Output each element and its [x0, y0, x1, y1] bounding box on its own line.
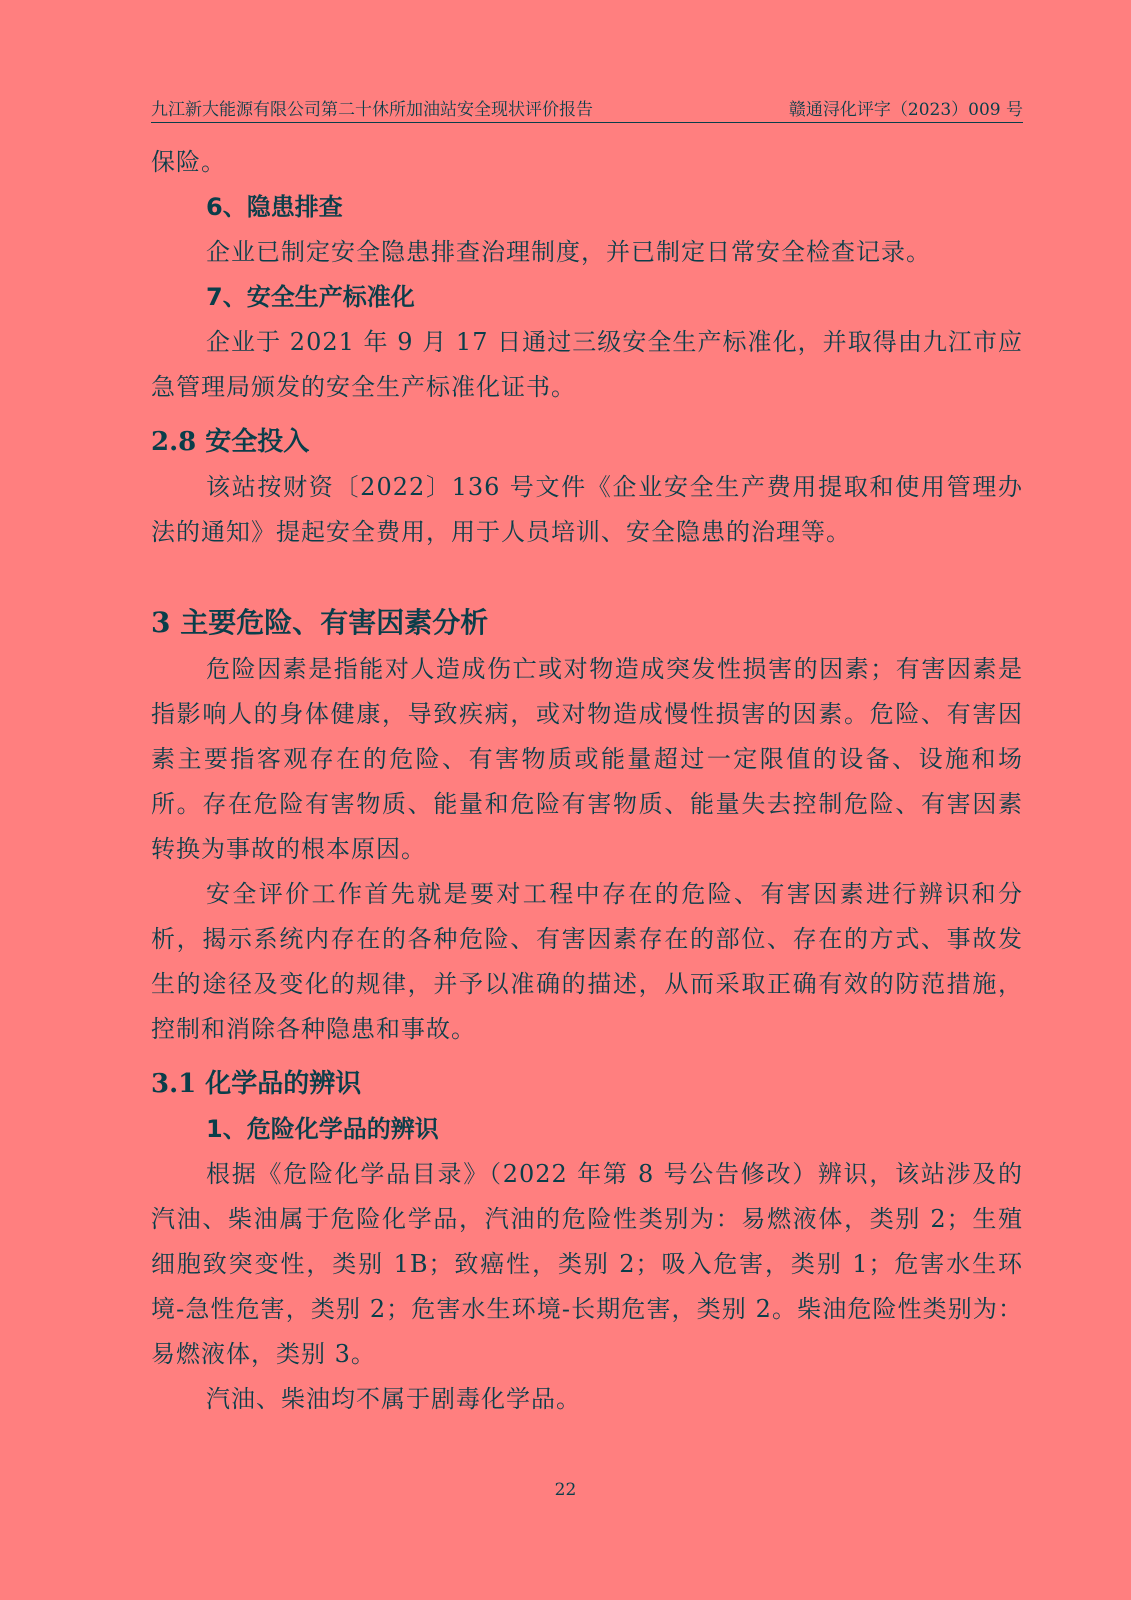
paragraph-standardization: 企业于 2021 年 9 月 17 日通过三级安全生产标准化，并取得由九江市应急管理局颁发的安全生产标准化证书。 [151, 328, 1023, 401]
heading-hidden-danger-check: 6、隐患排查 [206, 193, 343, 221]
paragraph-hazard-definition: 危险因素是指能对人造成伤亡或对物造成突发性损害的因素；有害因素是指影响人的身体健康，导致疾病，或对物造成慢性损害的因素。危险、有害因素主要指客观存在的危险、有害物质或能量超过一定限值的设备、设施和场所。存在危险有害物质、能量和危险有害物质、能量失去控制危险、有害因素转换为事故的根本原因。 [151, 655, 1023, 863]
chapter-heading-3: 3 主要危险、有害因素分析 [151, 606, 489, 639]
continued-text: 保险。 [151, 148, 226, 176]
page-content [151, 140, 1023, 1422]
paragraph-not-toxic: 汽油、柴油均不属于剧毒化学品。 [206, 1385, 581, 1413]
header-title: 九江新大能源有限公司第二十休所加油站安全现状评价报告 [151, 100, 593, 120]
page-number: 22 [554, 1480, 577, 1500]
section-heading-3-1: 3.1 化学品的辨识 [151, 1069, 362, 1099]
paragraph-safety-investment: 该站按财资〔2022〕136 号文件《企业安全生产费用提取和使用管理办法的通知》提起安全费用，用于人员培训、安全隐患的治理等。 [151, 473, 1023, 546]
heading-standardization: 7、安全生产标准化 [206, 283, 415, 311]
paragraph-safety-evaluation: 安全评价工作首先就是要对工程中存在的危险、有害因素进行辨识和分析，揭示系统内存在的各种危险、有害因素存在的部位、存在的方式、事故发生的途径及变化的规律，并予以准确的描述，从而采取正确有效的防范措施，控制和消除各种隐患和事故。 [151, 880, 1023, 1043]
paragraph-hidden-danger-check: 企业已制定安全隐患排查治理制度，并已制定日常安全检查记录。 [206, 238, 931, 266]
paragraph-chemical-identification: 根据《危险化学品目录》（2022 年第 8 号公告修改）辨识，该站涉及的汽油、柴油属于危险化学品，汽油的危险性类别为：易燃液体，类别 2；生殖细胞致突变性，类别 1B；致癌性，类别 2；吸入危害，类别 1；危害水生环境-急性危害，类别 2；危害水生环境-长期危害，类别 2。柴油危险性类别为：易燃液体，类别 3。 [151, 1160, 1023, 1368]
heading-hazardous-chemicals: 1、危险化学品的辨识 [206, 1115, 439, 1143]
section-heading-2-8: 2.8 安全投入 [151, 427, 310, 457]
page-header [151, 96, 1023, 123]
header-doc-number: 赣通浔化评字（2023）009 号 [788, 100, 1023, 120]
